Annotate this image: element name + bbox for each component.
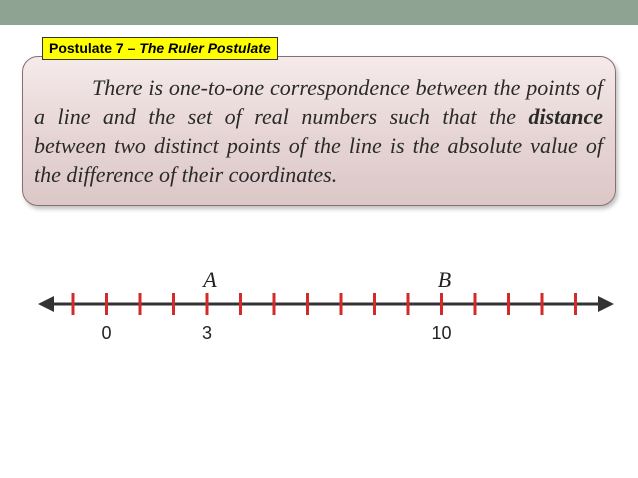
point-label-a: A: [203, 267, 217, 292]
arrow-left-icon: [38, 296, 54, 312]
coordinate-labels: [101, 323, 451, 343]
arrow-right-icon: [598, 296, 614, 312]
statement-part-2: between two distinct points of the line is the absolute value of the difference of their coordinates.: [34, 133, 603, 187]
statement-emphasis: distance: [528, 104, 603, 129]
point-label-b: B: [437, 267, 452, 292]
coordinate-label: 10: [431, 323, 452, 343]
statement-part-1: There is one-to-one correspondence between the points of a line and the set of real numbers such that the: [34, 75, 603, 129]
point-labels: [201, 267, 451, 292]
postulate-title: The Ruler Postulate: [139, 40, 271, 56]
postulate-number: Postulate 7 –: [49, 40, 140, 56]
coordinate-label: 3: [201, 323, 213, 343]
coordinate-label: 0: [101, 323, 112, 343]
